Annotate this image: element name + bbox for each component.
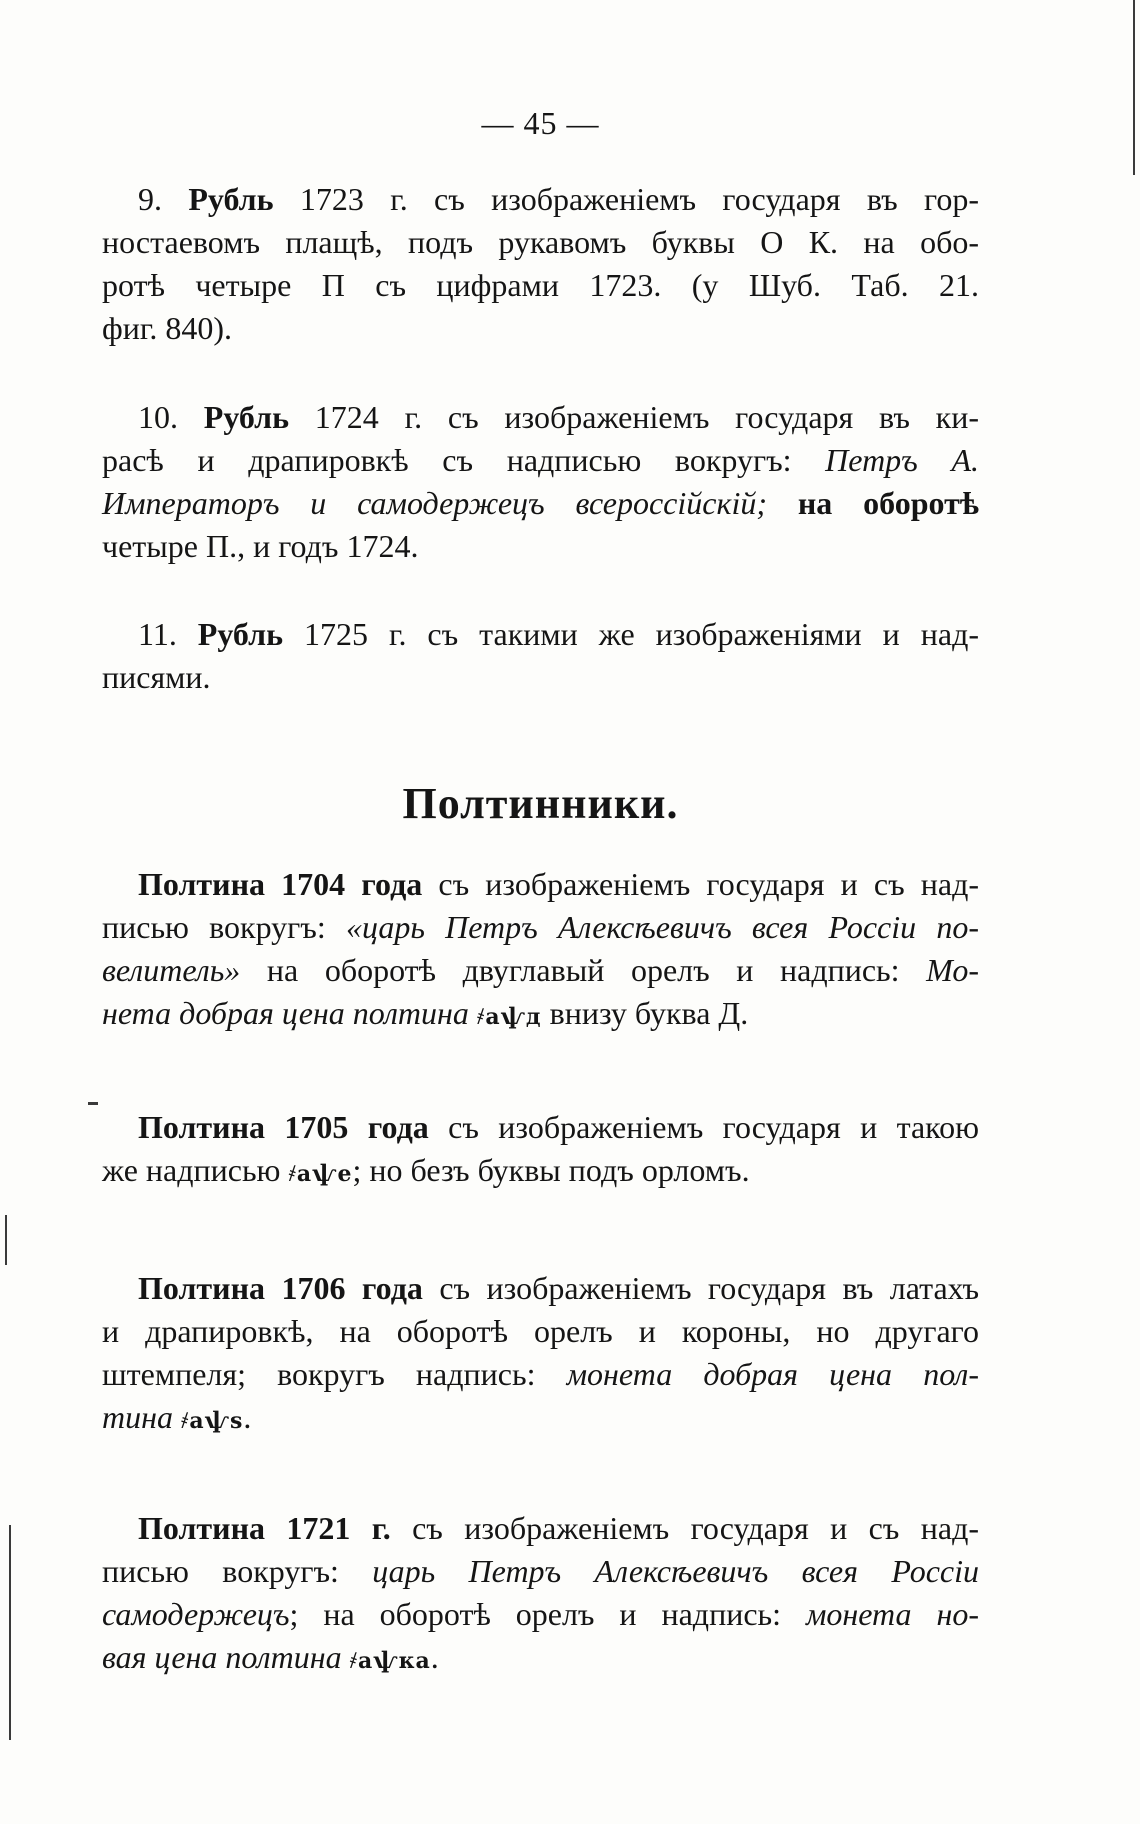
text-segment: четыре П., и годъ 1724. <box>102 528 419 564</box>
italic-inscription: вая цена полтина <box>102 1639 350 1675</box>
text-line <box>102 439 979 482</box>
text-line <box>102 396 979 439</box>
italic-inscription: царь Петръ Алексѣевичъ всея Россіи <box>372 1553 980 1589</box>
old-numeral: ҂аѱе <box>288 1161 353 1187</box>
italic-inscription: Мо- <box>926 952 979 988</box>
scan-edge-mark <box>1133 0 1135 175</box>
coin-name: Рубль <box>188 181 274 217</box>
text-line <box>102 525 979 568</box>
text-line <box>102 1593 979 1636</box>
text-line <box>102 1353 979 1396</box>
entry-number: 9. <box>138 181 189 217</box>
italic-inscription: самодержецъ <box>102 1596 290 1632</box>
text-segment: 1723 г. съ изображеніемъ государя въ гор- <box>273 181 979 217</box>
text-segment: же надписью <box>102 1152 289 1188</box>
entry-ruble-1723 <box>102 178 979 350</box>
text-segment: . <box>430 1639 439 1675</box>
coin-name: Полтина 1706 года <box>138 1270 423 1306</box>
old-numeral: ҂аѱка <box>349 1648 431 1674</box>
text-segment: ротѣ четыре П съ цифрами 1723. (у Шуб. Таб. 21. <box>102 267 979 303</box>
coin-name: Полтина 1721 г. <box>138 1510 391 1546</box>
italic-inscription: Петръ А. <box>825 442 979 478</box>
italic-inscription: велитель» <box>102 952 241 988</box>
scan-edge-mark <box>9 1525 11 1740</box>
text-line <box>102 863 979 906</box>
coin-name: Полтина 1705 года <box>138 1109 429 1145</box>
entry-poltina-1721 <box>102 1507 979 1679</box>
text-segment: ; на оборотѣ орелъ и надпись: <box>289 1596 806 1632</box>
text-line <box>102 1310 979 1353</box>
italic-inscription: тина <box>102 1399 181 1435</box>
italic-inscription: «царь Петръ Алексѣевичъ всея Россіи по- <box>345 909 980 945</box>
text-line <box>102 1636 979 1679</box>
section-heading: Полтинники. <box>402 779 679 828</box>
scan-edge-mark <box>5 1215 7 1265</box>
text-line <box>102 482 979 525</box>
text-segment: ; но безъ буквы подъ орломъ. <box>352 1152 750 1188</box>
text-line <box>102 264 979 307</box>
text-segment: ностаевомъ плащѣ, подъ рукавомъ буквы О К. на обо- <box>102 224 979 260</box>
text-segment: . <box>243 1399 252 1435</box>
coin-name: Рубль <box>203 399 289 435</box>
text-segment: фиг. 840). <box>102 310 233 346</box>
text-segment: расѣ и драпировкѣ съ надписью вокругъ: <box>102 442 826 478</box>
italic-inscription: монета но- <box>805 1596 980 1632</box>
text-segment: съ изображеніемъ государя въ латахъ <box>422 1270 979 1306</box>
coin-name: Полтина 1704 года <box>138 866 423 902</box>
old-numeral: ҂аѱѕ <box>180 1408 244 1434</box>
entry-ruble-1725 <box>102 613 979 699</box>
old-numeral: ҂аѱд <box>476 1004 542 1030</box>
text-segment: 1725 г. съ такими же изображеніями и над- <box>283 616 980 652</box>
text-segment: писью вокругъ: <box>102 909 346 945</box>
text-line <box>102 1267 979 1310</box>
entry-poltina-1705 <box>102 1106 979 1192</box>
text-segment: писями. <box>102 659 211 695</box>
text-segment: съ изображеніемъ государя и такою <box>428 1109 980 1145</box>
text-line <box>102 1396 979 1439</box>
text-line <box>102 949 979 992</box>
text-segment: съ изображеніемъ государя и съ над- <box>422 866 980 902</box>
text-segment: штемпеля; вокругъ надпись: <box>102 1356 567 1392</box>
text-line <box>102 992 979 1035</box>
italic-inscription: нета добрая цена полтина <box>102 995 477 1031</box>
text-segment: на оборотѣ двуглавый орелъ и надпись: <box>240 952 927 988</box>
scan-speck <box>88 1102 98 1105</box>
text-segment: и драпировкѣ, на оборотѣ орелъ и короны, но другаго <box>102 1313 979 1349</box>
text-segment: внизу буква Д. <box>541 995 749 1031</box>
entry-number: 10. <box>138 399 204 435</box>
entry-poltina-1704 <box>102 863 979 1035</box>
page-number: — 45 — <box>481 105 600 141</box>
text-line <box>102 656 979 699</box>
text-segment: на оборотѣ <box>767 485 980 521</box>
text-line <box>102 906 979 949</box>
text-line <box>102 1550 979 1593</box>
text-line <box>102 1507 979 1550</box>
entry-poltina-1706 <box>102 1267 979 1439</box>
text-segment: 1724 г. съ изображеніемъ государя въ ки- <box>289 399 980 435</box>
italic-inscription: монета добрая цена пол- <box>566 1356 979 1392</box>
italic-inscription: Императоръ и самодержецъ всероссійскій; <box>102 485 767 521</box>
text-line <box>102 1149 979 1192</box>
text-line <box>102 307 979 350</box>
entry-number: 11. <box>138 616 198 652</box>
text-line <box>102 221 979 264</box>
coin-name: Рубль <box>197 616 283 652</box>
entry-ruble-1724 <box>102 396 979 568</box>
text-line <box>102 1106 979 1149</box>
text-line <box>102 613 979 656</box>
text-line <box>102 178 979 221</box>
text-segment: съ изображеніемъ государя и съ над- <box>390 1510 980 1546</box>
text-segment: писью вокругъ: <box>102 1553 373 1589</box>
